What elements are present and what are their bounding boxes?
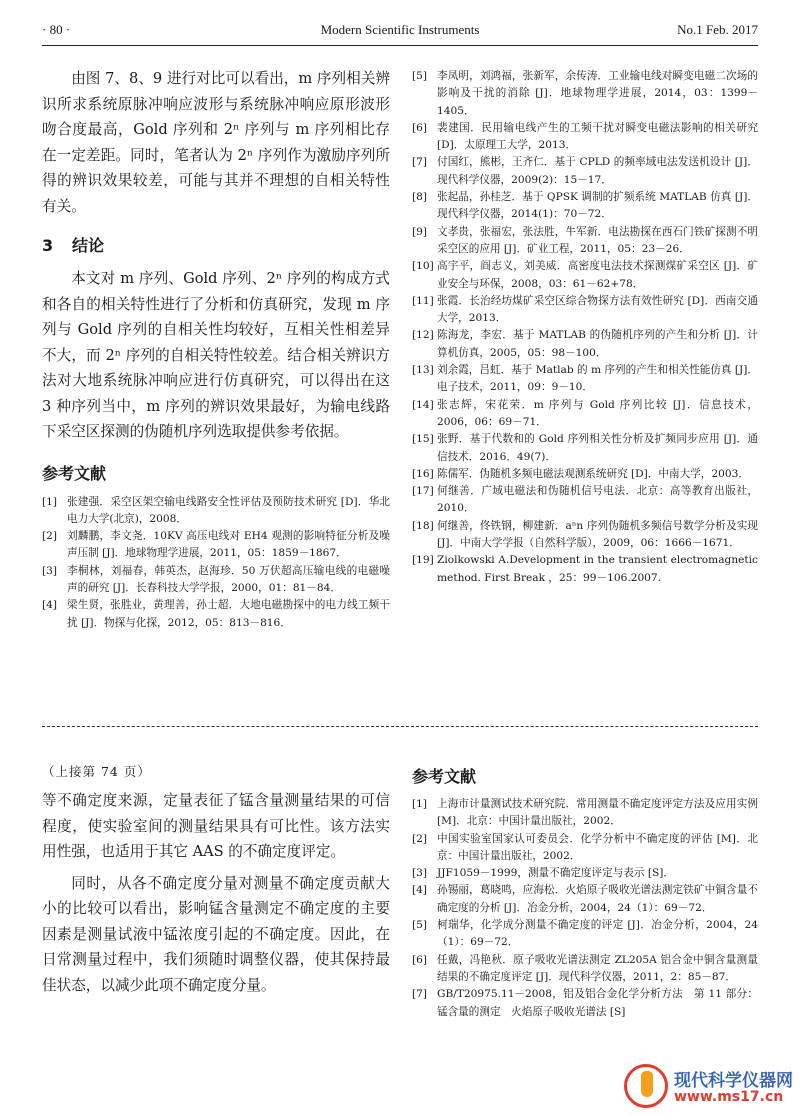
reference-index: [13] <box>412 364 434 377</box>
reference-item <box>412 362 758 397</box>
reference-item <box>412 552 758 587</box>
reference-text: 中国实验室国家认可委员会．化学分析中不确定度的评估 [M]．北京：中国计量出版社，2002． <box>437 832 758 862</box>
reference-item <box>42 528 390 563</box>
reference-text: 张霞．长治经坊煤矿采空区综合物探方法有效性研究 [D]．西南交通大学，2013． <box>437 294 758 325</box>
reference-text: 李桐林，刘福春，韩英杰，赵海珍．50 万伏超高压输电线的电磁噪声的研究 [J]．长春科技大学学报，2000，01：81－84． <box>67 564 390 594</box>
reference-index: [5] <box>412 919 428 932</box>
journal-name: Modern Scientific Instruments <box>320 22 480 37</box>
reference-text: 上海市计量测试技术研究院．常用测量不确定度评定方法及应用实例 [M]．北京：中国计量出版社，2002． <box>437 798 758 828</box>
logo-site-url: www.ms17.cn <box>674 1089 784 1105</box>
section-number: 3 <box>42 236 54 255</box>
reference-text: 任戴，冯艳秋．原子吸收光谱法测定 ZL205A 铝合金中铜含量测量结果的不确定度评定 [J]．现代科学仪器，2011，2：85－87． <box>437 953 758 983</box>
reference-index: [4] <box>412 884 428 897</box>
article-separator <box>42 726 758 727</box>
reference-index: [3] <box>42 564 58 577</box>
upper-right-column <box>412 68 758 587</box>
reference-text: 梁生贤，张胜业，黄理善，孙士超．大地电磁勘探中的电力线工频干扰 [J]．物探与化探，2012，05：813－816． <box>67 599 390 629</box>
reference-item <box>412 397 758 432</box>
reference-index: [16] <box>412 467 434 480</box>
reference-text: 张志辉，宋花荣．m 序列与 Gold 序列比较 [J]．信息技术，2006，06：69－71． <box>437 398 758 428</box>
reference-text: 文孝贵，张福宏，张法胜，牛军新．电法勘探在西石门铁矿探测不明采空区的应用 [J]．矿业工程，2011，05：23－26． <box>437 225 758 255</box>
reference-item <box>42 563 390 598</box>
lower-right-column <box>412 764 758 1021</box>
section-heading <box>42 233 390 256</box>
reference-index: [18] <box>412 519 434 532</box>
reference-index: [2] <box>412 832 428 845</box>
issue-info: No.1 Feb. 2017 <box>677 22 758 37</box>
reference-index: [14] <box>412 398 434 411</box>
reference-text: Ziolkowski A.Development in the transient electromagnetic method. First Break ，25：99－106.2007. <box>437 554 758 584</box>
reference-item <box>412 917 758 952</box>
reference-list <box>412 68 758 587</box>
reference-index: [1] <box>412 798 428 810</box>
reference-text: 陈海龙，李宏．基于 MATLAB 的伪随机序列的产生和分析 [J]．计算机仿真，2005，05：98－100． <box>437 329 758 359</box>
reference-text: 何继善，佟铁钢，柳建新．aⁿn 序列伪随机多频信号数学分析及实现 [J]．中南大学学报（自然科学版），2009，06：1666－1671． <box>437 519 758 550</box>
reference-index: [4] <box>42 599 58 612</box>
body-paragraph: 等不确定度来源，定量表征了锰含量测量结果的可信程度，使实验室间的测量结果具有可比性。该方法实用性强，也适用于其它 AAS 的不确定度评定。 <box>42 792 390 860</box>
reference-item <box>42 494 390 529</box>
references-heading: 参考文献 <box>42 463 107 483</box>
reference-text: GB/T20975.11－2008，铝及铝合金化学分析方法 第 11 部分：锰含量的测定 火焰原子吸收光谱法 [S] <box>437 988 758 1018</box>
reference-index: [10] <box>412 260 434 273</box>
logo-drop-icon <box>641 1071 653 1097</box>
reference-text: JJF1059－1999，测量不确定度评定与表示 [S]． <box>437 867 674 880</box>
reference-item <box>412 189 758 224</box>
reference-item <box>412 466 758 483</box>
reference-index: [3] <box>412 867 428 880</box>
reference-text: 刘麟鹏，李文尧．10KV 高压电线对 EH4 观测的影响特征分析及噪声压制 [J]．地球物理学进展，2011，05：1859－1867． <box>67 530 390 560</box>
reference-list <box>42 494 390 632</box>
reference-text: 高宇平，阎志义，刘美威．高密度电法技术探测煤矿采空区 [J]．矿业安全与环保，2008，03：61－62+78． <box>437 260 758 290</box>
reference-text: 柯瑞华，化学成分测量不确定度的评定 [J]．冶金分析，2004，24（1）：69－72． <box>437 919 758 949</box>
reference-index: [7] <box>412 156 428 169</box>
reference-item <box>42 597 390 632</box>
reference-item <box>412 882 758 917</box>
site-logo[interactable] <box>624 1062 794 1110</box>
reference-index: [1] <box>42 495 58 508</box>
reference-index: [12] <box>412 329 434 342</box>
body-paragraph: 由图 7、8、9 进行对比可以看出，m 序列相关辨识所求系统原脉冲响应波形与系统脉冲响应原形波形吻合度最高，Gold 序列和 2ⁿ 序列与 m 序列相比存在一定差距。同时，笔者认为 2ⁿ 序列作为激励序列所得的辨识效果较差，可能与其并不理想的自相关特性有关。 <box>42 70 390 215</box>
continued-note: （上接第 74 页） <box>42 764 151 779</box>
reference-text: 刘余霞，吕虹．基于 Matlab 的 m 序列的产生和相关性能仿真 [J]．电子技术，2011，09：9－10． <box>437 364 758 394</box>
reference-item <box>412 258 758 293</box>
reference-text: 裴建国．民用输电线产生的工频干扰对瞬变电磁法影响的相关研究 [D]．太原理工大学，2013． <box>437 121 758 152</box>
reference-item <box>412 224 758 259</box>
reference-item <box>412 865 758 882</box>
page-number: · 80 · <box>42 22 71 37</box>
reference-index: [17] <box>412 485 434 498</box>
reference-item <box>412 831 758 866</box>
reference-index: [9] <box>412 225 428 238</box>
reference-text: 张建强．采空区架空输电线路安全性评估及预防技术研究 [D]．华北电力大学(北京)，2008． <box>67 495 390 525</box>
reference-item <box>412 986 758 1021</box>
reference-item <box>412 293 758 328</box>
reference-index: [6] <box>412 953 428 966</box>
section-title: 结论 <box>72 236 105 255</box>
upper-left-column <box>42 66 390 632</box>
header-rule <box>42 45 758 46</box>
reference-item <box>412 154 758 189</box>
reference-index: [7] <box>412 988 428 1001</box>
running-header <box>42 22 758 40</box>
reference-index: [11] <box>412 294 434 307</box>
reference-text: 张野．基于代数和的 Gold 序列相关性分析及扩频同步应用 [J]．通信技术．2016．49(7)． <box>437 433 758 463</box>
reference-item <box>412 518 758 553</box>
reference-index: [15] <box>412 433 434 446</box>
reference-text: 李凤明，刘鸿福，张新军，余传涛．工业输电线对瞬变电磁二次场的影响及干扰的消除 [J]．地球物理学进展，2014，03：1399－1405． <box>437 70 758 117</box>
reference-text: 何继善．广域电磁法和伪随机信号电法．北京：高等教育出版社，2010． <box>437 485 758 515</box>
reference-text: 付国红，熊彬，王齐仁．基于 CPLD 的频率域电法发送机设计 [J]．现代科学仪器，2009(2)：15－17． <box>437 156 758 186</box>
reference-list <box>412 796 758 1021</box>
reference-item <box>412 796 758 831</box>
body-paragraph: 本文对 m 序列、Gold 序列、2ⁿ 序列的构成方式和各自的相关特性进行了分析和仿真研究，发现 m 序列与 Gold 序列的自相关性均较好，互相关性相差异不大，而 2ⁿ 序列的自相关特性较差。结合相关辨识方法对大地系统脉冲响应进行仿真研究，可以得出在这 3 种序列当中，m 序列的辨识效果最好，为输电线路下采空区探测的伪随机序列选取提供参考依据。 <box>42 270 390 440</box>
reference-item <box>412 431 758 466</box>
reference-text: 孙锡丽，葛晓鸣，应海松．火焰原子吸收光谱法测定铁矿中铜含量不确定度的分析 [J]．冶金分析，2004，24（1）：69－72． <box>437 884 758 914</box>
reference-index: [2] <box>42 530 58 543</box>
lower-left-column <box>42 762 390 998</box>
reference-index: [6] <box>412 121 428 134</box>
body-paragraph: 同时，从各不确定度分量对测量不确定度贡献大小的比较可以看出，影响锰含量测定不确定度的主要因素是测量试液中锰浓度引起的不确定度。因此，在日常测量过程中，我们须随时调整仪器，使其保持最佳状态，以减少此项不确定度分量。 <box>42 874 390 994</box>
references-heading: 参考文献 <box>412 767 477 786</box>
reference-text: 陈儒军．伪随机多频电磁法观测系统研究 [D]．中南大学，2003． <box>437 467 749 480</box>
reference-item <box>412 68 758 120</box>
reference-item <box>412 327 758 362</box>
reference-text: 张起晶，孙桂芝．基于 QPSK 调制的扩频系统 MATLAB 仿真 [J]．现代科学仪器，2014(1)：70－72． <box>437 191 758 221</box>
reference-index: [8] <box>412 191 428 204</box>
reference-item <box>412 952 758 987</box>
reference-item <box>412 120 758 155</box>
reference-index: [19] <box>412 554 434 567</box>
reference-item <box>412 483 758 518</box>
logo-site-name: 现代科学仪器网 <box>674 1071 793 1091</box>
reference-index: [5] <box>412 70 428 82</box>
